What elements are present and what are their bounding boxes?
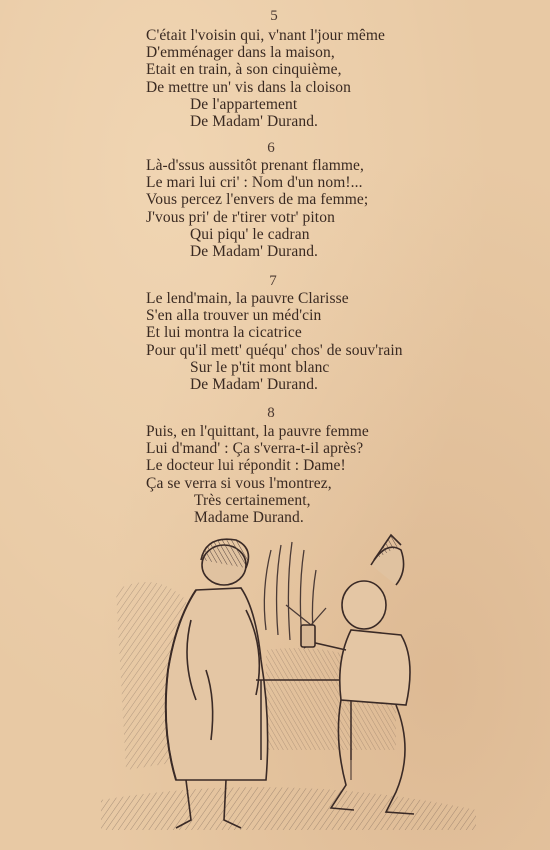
engraving-illustration — [96, 530, 480, 840]
refrain-line: De l'appartement — [190, 95, 298, 113]
verse-line: S'en alla trouver un méd'cin — [146, 307, 322, 325]
stanza-number: 6 — [267, 140, 275, 156]
smoke-strokes — [264, 542, 326, 645]
verse-line: D'emménager dans la maison, — [146, 44, 335, 62]
stanza — [146, 290, 446, 393]
verse-line: Vous percez l'envers de ma femme; — [146, 191, 369, 209]
stanza-number: 5 — [270, 8, 278, 24]
verse-line: Le lend'main, la pauvre Clarisse — [146, 290, 349, 307]
stanza — [146, 423, 446, 526]
refrain-line: De Madam' Durand. — [190, 243, 319, 261]
verse-line: Et lui montra la cicatrice — [146, 324, 302, 342]
verse-line: Puis, en l'quittant, la pauvre femme — [146, 423, 369, 440]
verse-line: Le mari lui cri' : Nom d'un nom!... — [146, 174, 363, 192]
stanza — [146, 157, 446, 260]
refrain-line: Sur le p'tit mont blanc — [190, 358, 330, 376]
refrain-line: De Madam' Durand. — [190, 113, 319, 131]
refrain-line: Madame Durand. — [194, 509, 304, 527]
stanza-number: 7 — [269, 273, 277, 289]
verse-line: Lui d'mand' : Ça s'verra-t-il après? — [146, 440, 364, 458]
verse-line: Pour qu'il mett' quéqu' chos' de souv'rain — [146, 341, 403, 359]
verse-line: Etait en train, à son cinquième, — [146, 61, 342, 79]
refrain-line: De Madam' Durand. — [190, 376, 319, 394]
verse-line: C'était l'voisin qui, v'nant l'jour même — [146, 27, 386, 44]
stanza — [146, 27, 446, 130]
verse-line: Là-d'ssus aussitôt prenant flamme, — [146, 157, 364, 174]
verse-line: J'vous pri' de r'tirer votr' piton — [146, 208, 335, 226]
verse-line: Le docteur lui répondit : Dame! — [146, 457, 346, 475]
refrain-line: Qui piqu' le cadran — [190, 225, 310, 243]
refrain-line: Très certainement, — [194, 491, 311, 509]
verse-line: De mettre un' vis dans la cloison — [146, 78, 351, 96]
verse-line: Ça se verra si vous l'montrez, — [146, 474, 332, 492]
stanza-number: 8 — [267, 405, 275, 421]
woman-figure — [166, 539, 268, 828]
